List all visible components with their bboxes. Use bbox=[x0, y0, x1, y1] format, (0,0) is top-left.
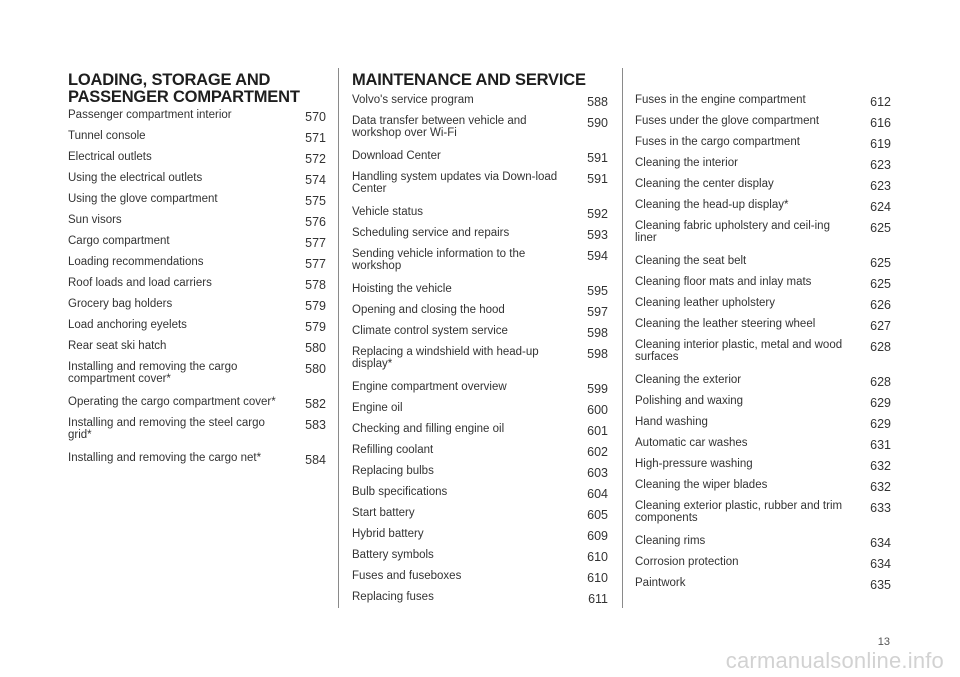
toc-entry[interactable] bbox=[352, 326, 608, 347]
toc-entry-title: Corrosion protection bbox=[635, 556, 739, 568]
toc-entry-title: Engine compartment overview bbox=[352, 381, 507, 393]
toc-entry[interactable] bbox=[352, 228, 608, 249]
toc-entry[interactable] bbox=[635, 256, 891, 277]
toc-entry[interactable] bbox=[352, 305, 608, 326]
toc-entry[interactable] bbox=[68, 236, 326, 257]
toc-entry[interactable] bbox=[68, 173, 326, 194]
toc-entry-title: Cleaning the wiper blades bbox=[635, 479, 768, 491]
toc-entry-title: Cleaning the leather steering wheel bbox=[635, 318, 816, 330]
toc-entry-page: 595 bbox=[587, 284, 608, 298]
toc-entry[interactable] bbox=[68, 131, 326, 152]
toc-entry[interactable] bbox=[68, 278, 326, 299]
toc-entry[interactable] bbox=[68, 152, 326, 173]
toc-entry-title: Cleaning interior plastic, metal and wood surfaces bbox=[635, 339, 843, 363]
toc-list-maintenance bbox=[352, 95, 608, 613]
toc-entry-page: 628 bbox=[870, 340, 891, 354]
toc-entry-page: 598 bbox=[587, 326, 608, 340]
toc-entry-title: Roof loads and load carriers bbox=[68, 277, 212, 289]
toc-entry[interactable] bbox=[68, 397, 326, 418]
toc-entry[interactable] bbox=[635, 578, 891, 599]
toc-entry-page: 579 bbox=[305, 299, 326, 313]
toc-entry[interactable] bbox=[352, 571, 608, 592]
toc-entry-title: Bulb specifications bbox=[352, 486, 448, 498]
toc-entry-title: Download Center bbox=[352, 150, 441, 162]
toc-entry-title: High-pressure washing bbox=[635, 458, 753, 470]
toc-entry-page: 619 bbox=[870, 137, 891, 151]
toc-entry-title: Electrical outlets bbox=[68, 151, 152, 163]
toc-entry[interactable] bbox=[635, 179, 891, 200]
toc-entry-title: Engine oil bbox=[352, 402, 403, 414]
toc-entry-title: Sending vehicle information to the workshop bbox=[352, 248, 526, 272]
toc-entry-title: Fuses in the cargo compartment bbox=[635, 136, 800, 148]
toc-entry[interactable] bbox=[635, 158, 891, 179]
toc-entry[interactable] bbox=[352, 116, 608, 151]
toc-entry-page: 610 bbox=[587, 571, 608, 585]
toc-entry[interactable] bbox=[352, 592, 608, 613]
toc-entry-title: Cleaning the head-up display* bbox=[635, 199, 789, 211]
toc-entry-page: 594 bbox=[587, 249, 608, 263]
toc-entry-title: Installing and removing the cargo compartment cover* bbox=[68, 361, 238, 385]
toc-entry-page: 626 bbox=[870, 298, 891, 312]
toc-entry-title: Vehicle status bbox=[352, 206, 423, 218]
toc-entry-title: Fuses and fuseboxes bbox=[352, 570, 462, 582]
toc-entry[interactable] bbox=[635, 396, 891, 417]
toc-entry-title: Start battery bbox=[352, 507, 415, 519]
toc-entry-title: Cleaning the seat belt bbox=[635, 255, 747, 267]
toc-entry[interactable] bbox=[635, 501, 891, 536]
toc-entry[interactable] bbox=[635, 459, 891, 480]
toc-entry[interactable] bbox=[352, 95, 608, 116]
toc-entry-title: Installing and removing the steel cargo grid* bbox=[68, 417, 265, 441]
toc-entry[interactable] bbox=[635, 137, 891, 158]
toc-entry[interactable] bbox=[68, 453, 326, 474]
toc-entry[interactable] bbox=[635, 536, 891, 557]
toc-entry-page: 625 bbox=[870, 277, 891, 291]
toc-entry[interactable] bbox=[68, 362, 326, 397]
toc-entry-page: 580 bbox=[305, 341, 326, 355]
toc-entry-page: 577 bbox=[305, 257, 326, 271]
toc-entry-page: 591 bbox=[587, 172, 608, 186]
toc-entry[interactable] bbox=[352, 466, 608, 487]
toc-entry[interactable] bbox=[68, 215, 326, 236]
toc-entry-page: 590 bbox=[587, 116, 608, 130]
toc-entry-title: Replacing fuses bbox=[352, 591, 434, 603]
toc-entry-title: Checking and filling engine oil bbox=[352, 423, 505, 435]
toc-entry-page: 575 bbox=[305, 194, 326, 208]
toc-entry[interactable] bbox=[635, 95, 891, 116]
section-heading-loading: LOADING, STORAGE AND PASSENGER COMPARTMENT bbox=[68, 71, 300, 106]
toc-entry-title: Cleaning the interior bbox=[635, 157, 738, 169]
toc-entry-page: 572 bbox=[305, 152, 326, 166]
toc-entry-title: Hand washing bbox=[635, 416, 708, 428]
toc-entry[interactable] bbox=[635, 116, 891, 137]
toc-entry[interactable] bbox=[352, 249, 608, 284]
toc-entry-title: Cleaning the center display bbox=[635, 178, 774, 190]
toc-entry[interactable] bbox=[352, 508, 608, 529]
toc-entry[interactable] bbox=[68, 194, 326, 215]
toc-entry-title: Replacing bulbs bbox=[352, 465, 434, 477]
toc-entry-page: 584 bbox=[305, 453, 326, 467]
toc-entry-page: 612 bbox=[870, 95, 891, 109]
toc-entry-page: 634 bbox=[870, 557, 891, 571]
toc-entry-title: Hybrid battery bbox=[352, 528, 424, 540]
toc-entry[interactable] bbox=[352, 445, 608, 466]
toc-entry-page: 599 bbox=[587, 382, 608, 396]
toc-entry[interactable] bbox=[68, 299, 326, 320]
toc-entry-page: 627 bbox=[870, 319, 891, 333]
watermark: carmanualsonline.info bbox=[725, 648, 944, 673]
toc-list-maintenance-cont bbox=[635, 95, 891, 599]
toc-entry-title: Operating the cargo compartment cover* bbox=[68, 396, 276, 408]
toc-entry-page: 633 bbox=[870, 501, 891, 515]
toc-entry-page: 632 bbox=[870, 480, 891, 494]
toc-entry-page: 611 bbox=[588, 592, 608, 606]
column-divider bbox=[338, 68, 339, 608]
toc-entry-page: 616 bbox=[870, 116, 891, 130]
toc-entry-page: 583 bbox=[305, 418, 326, 432]
toc-entry-title: Refilling coolant bbox=[352, 444, 434, 456]
column-divider bbox=[622, 68, 623, 608]
toc-entry-page: 588 bbox=[587, 95, 608, 109]
toc-entry-page: 574 bbox=[305, 173, 326, 187]
toc-entry-page: 623 bbox=[870, 179, 891, 193]
toc-entry-title: Battery symbols bbox=[352, 549, 434, 561]
toc-entry-page: 593 bbox=[587, 228, 608, 242]
toc-entry-page: 576 bbox=[305, 215, 326, 229]
toc-entry[interactable] bbox=[635, 200, 891, 221]
toc-entry-page: 591 bbox=[587, 151, 608, 165]
toc-entry-page: 602 bbox=[587, 445, 608, 459]
toc-entry-title: Paintwork bbox=[635, 577, 686, 589]
toc-entry-title: Cleaning rims bbox=[635, 535, 706, 547]
toc-entry-page: 597 bbox=[587, 305, 608, 319]
toc-entry-title: Opening and closing the hood bbox=[352, 304, 505, 316]
toc-entry[interactable] bbox=[68, 320, 326, 341]
toc-entry-page: 624 bbox=[870, 200, 891, 214]
section-heading-maintenance: MAINTENANCE AND SERVICE bbox=[352, 71, 586, 89]
toc-entry[interactable] bbox=[352, 382, 608, 403]
toc-entry-page: 579 bbox=[305, 320, 326, 334]
toc-entry[interactable] bbox=[352, 550, 608, 571]
toc-entry-page: 604 bbox=[587, 487, 608, 501]
toc-entry-title: Sun visors bbox=[68, 214, 122, 226]
toc-entry-title: Fuses under the glove compartment bbox=[635, 115, 820, 127]
toc-entry-title: Cleaning fabric upholstery and ceil-ing liner bbox=[635, 220, 830, 244]
toc-entry-title: Handling system updates via Down-load Center bbox=[352, 171, 558, 195]
toc-entry-title: Using the glove compartment bbox=[68, 193, 218, 205]
toc-entry-page: 628 bbox=[870, 375, 891, 389]
toc-entry-page: 610 bbox=[587, 550, 608, 564]
toc-entry-title: Tunnel console bbox=[68, 130, 146, 142]
toc-entry[interactable] bbox=[635, 298, 891, 319]
toc-entry-page: 635 bbox=[870, 578, 891, 592]
toc-entry-title: Data transfer between vehicle and workshop over Wi-Fi bbox=[352, 115, 527, 139]
toc-entry-page: 598 bbox=[587, 347, 608, 361]
toc-entry-title: Cleaning the exterior bbox=[635, 374, 742, 386]
toc-entry[interactable] bbox=[68, 110, 326, 131]
toc-entry-page: 625 bbox=[870, 221, 891, 235]
toc-entry-title: Load anchoring eyelets bbox=[68, 319, 187, 331]
toc-entry-title: Climate control system service bbox=[352, 325, 508, 337]
page-number: 13 bbox=[877, 636, 890, 648]
toc-entry-page: 592 bbox=[587, 207, 608, 221]
toc-entry[interactable] bbox=[352, 284, 608, 305]
toc-entry-page: 605 bbox=[587, 508, 608, 522]
toc-entry-page: 578 bbox=[305, 278, 326, 292]
toc-entry-page: 609 bbox=[587, 529, 608, 543]
toc-entry-page: 629 bbox=[870, 417, 891, 431]
toc-entry[interactable] bbox=[68, 341, 326, 362]
toc-entry-title: Replacing a windshield with head-up display* bbox=[352, 346, 539, 370]
toc-entry-title: Cargo compartment bbox=[68, 235, 170, 247]
toc-entry-title: Scheduling service and repairs bbox=[352, 227, 510, 239]
toc-entry-title: Passenger compartment interior bbox=[68, 109, 232, 121]
toc-entry-title: Installing and removing the cargo net* bbox=[68, 452, 262, 464]
toc-entry-page: 600 bbox=[587, 403, 608, 417]
toc-entry-title: Cleaning floor mats and inlay mats bbox=[635, 276, 812, 288]
toc-entry-title: Rear seat ski hatch bbox=[68, 340, 167, 352]
toc-entry[interactable] bbox=[352, 424, 608, 445]
toc-entry[interactable] bbox=[635, 340, 891, 375]
toc-entry[interactable] bbox=[635, 375, 891, 396]
toc-entry-page: 625 bbox=[870, 256, 891, 270]
toc-entry-page: 582 bbox=[305, 397, 326, 411]
toc-entry-title: Hoisting the vehicle bbox=[352, 283, 452, 295]
toc-list-loading bbox=[68, 110, 326, 474]
toc-entry-page: 580 bbox=[305, 362, 326, 376]
toc-entry-title: Cleaning leather upholstery bbox=[635, 297, 776, 309]
toc-entry[interactable] bbox=[68, 418, 326, 453]
toc-entry[interactable] bbox=[352, 207, 608, 228]
toc-entry[interactable] bbox=[68, 257, 326, 278]
toc-entry[interactable] bbox=[352, 487, 608, 508]
toc-entry[interactable] bbox=[635, 319, 891, 340]
toc-entry[interactable] bbox=[352, 151, 608, 172]
toc-entry-page: 632 bbox=[870, 459, 891, 473]
toc-entry[interactable] bbox=[635, 438, 891, 459]
toc-entry-page: 623 bbox=[870, 158, 891, 172]
toc-entry-page: 571 bbox=[305, 131, 326, 145]
toc-entry[interactable] bbox=[352, 172, 608, 207]
toc-entry-page: 629 bbox=[870, 396, 891, 410]
toc-entry[interactable] bbox=[635, 277, 891, 298]
toc-entry-page: 570 bbox=[305, 110, 326, 124]
toc-entry-title: Loading recommendations bbox=[68, 256, 204, 268]
toc-entry-title: Fuses in the engine compartment bbox=[635, 94, 806, 106]
toc-entry-page: 631 bbox=[870, 438, 891, 452]
toc-entry-title: Polishing and waxing bbox=[635, 395, 744, 407]
toc-entry-page: 634 bbox=[870, 536, 891, 550]
toc-entry[interactable] bbox=[352, 529, 608, 550]
toc-entry-page: 601 bbox=[587, 424, 608, 438]
toc-entry-title: Using the electrical outlets bbox=[68, 172, 203, 184]
toc-entry-title: Volvo's service program bbox=[352, 94, 474, 106]
toc-entry[interactable] bbox=[635, 557, 891, 578]
toc-entry[interactable] bbox=[352, 403, 608, 424]
toc-entry-page: 603 bbox=[587, 466, 608, 480]
toc-entry[interactable] bbox=[635, 417, 891, 438]
toc-entry[interactable] bbox=[635, 221, 891, 256]
toc-entry[interactable] bbox=[352, 347, 608, 382]
toc-entry-title: Automatic car washes bbox=[635, 437, 748, 449]
toc-entry[interactable] bbox=[635, 480, 891, 501]
toc-entry-title: Cleaning exterior plastic, rubber and trim components bbox=[635, 500, 843, 524]
toc-entry-page: 577 bbox=[305, 236, 326, 250]
toc-entry-title: Grocery bag holders bbox=[68, 298, 173, 310]
